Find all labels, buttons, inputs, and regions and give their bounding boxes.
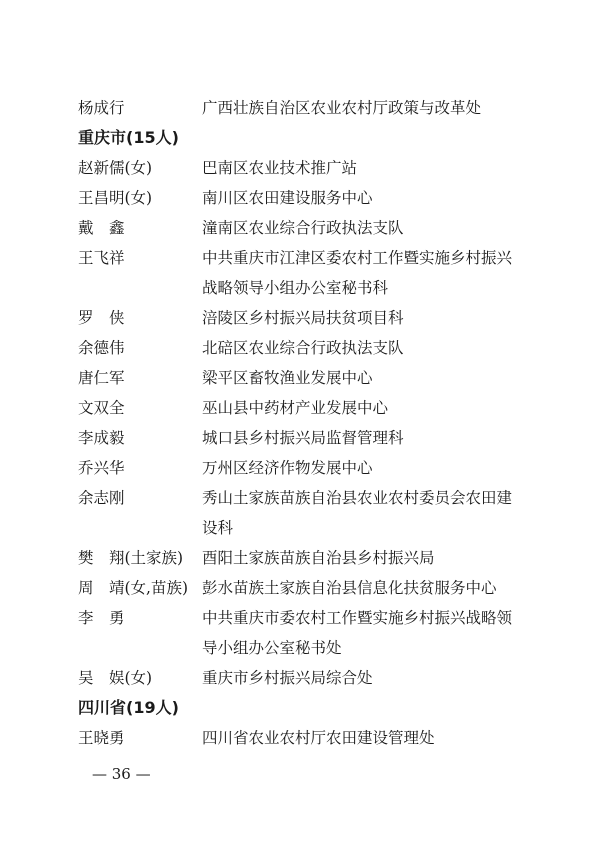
person-name: 王昌明(女) [78, 189, 153, 207]
work-unit: 万州区经济作物发展中心 [202, 459, 373, 477]
work-unit: 潼南区农业综合行政执法支队 [202, 219, 404, 237]
person-name: 李 勇 [78, 609, 125, 627]
work-unit: 巫山县中药材产业发展中心 [202, 399, 389, 417]
work-unit: 秀山土家族苗族自治县农业农村委员会农田建 [202, 489, 513, 507]
work-unit: 广西壮族自治区农业农村厅政策与改革处 [202, 99, 482, 117]
person-name: 戴 鑫 [78, 219, 125, 237]
person-name: 唐仁军 [78, 369, 125, 387]
work-unit: 彭水苗族土家族自治县信息化扶贫服务中心 [202, 579, 497, 597]
person-name: 吴 娱(女) [78, 669, 153, 687]
person-name: 王飞祥 [78, 249, 125, 267]
work-unit: 城口县乡村振兴局监督管理科 [202, 429, 404, 447]
work-unit: 中共重庆市江津区委农村工作暨实施乡村振兴 [202, 249, 513, 267]
person-name: 余志刚 [78, 489, 125, 507]
person-name: 王晓勇 [78, 729, 125, 747]
work-unit: 南川区农田建设服务中心 [202, 189, 373, 207]
work-unit: 四川省农业农村厅农田建设管理处 [202, 729, 435, 747]
person-name: 李成毅 [78, 429, 125, 447]
person-name: 樊 翔(土家族) [78, 549, 184, 567]
person-name: 周 靖(女,苗族) [78, 579, 189, 597]
section-heading-chongqing: 重庆市(15人) [78, 128, 179, 147]
work-unit: 梁平区畜牧渔业发展中心 [202, 369, 373, 387]
work-unit: 酉阳土家族苗族自治县乡村振兴局 [202, 549, 435, 567]
person-name: 罗 侠 [78, 309, 125, 327]
person-name: 赵新儒(女) [78, 159, 153, 177]
work-unit: 中共重庆市委农村工作暨实施乡村振兴战略领 [202, 609, 513, 627]
person-name: 余德伟 [78, 339, 125, 357]
work-unit: 涪陵区乡村振兴局扶贫项目科 [202, 309, 404, 327]
person-name: 文双全 [78, 399, 125, 417]
work-unit-continuation: 设科 [202, 519, 234, 537]
work-unit: 重庆市乡村振兴局综合处 [202, 669, 373, 687]
work-unit-continuation: 导小组办公室秘书处 [202, 639, 342, 657]
section-heading-sichuan: 四川省(19人) [78, 698, 179, 717]
page-number: — 36 — [92, 765, 151, 783]
person-name: 乔兴华 [78, 459, 125, 477]
work-unit-continuation: 战略领导小组办公室秘书科 [202, 279, 389, 297]
work-unit: 北碚区农业综合行政执法支队 [202, 339, 404, 357]
person-name: 杨成行 [78, 99, 125, 117]
work-unit: 巴南区农业技术推广站 [202, 159, 358, 177]
